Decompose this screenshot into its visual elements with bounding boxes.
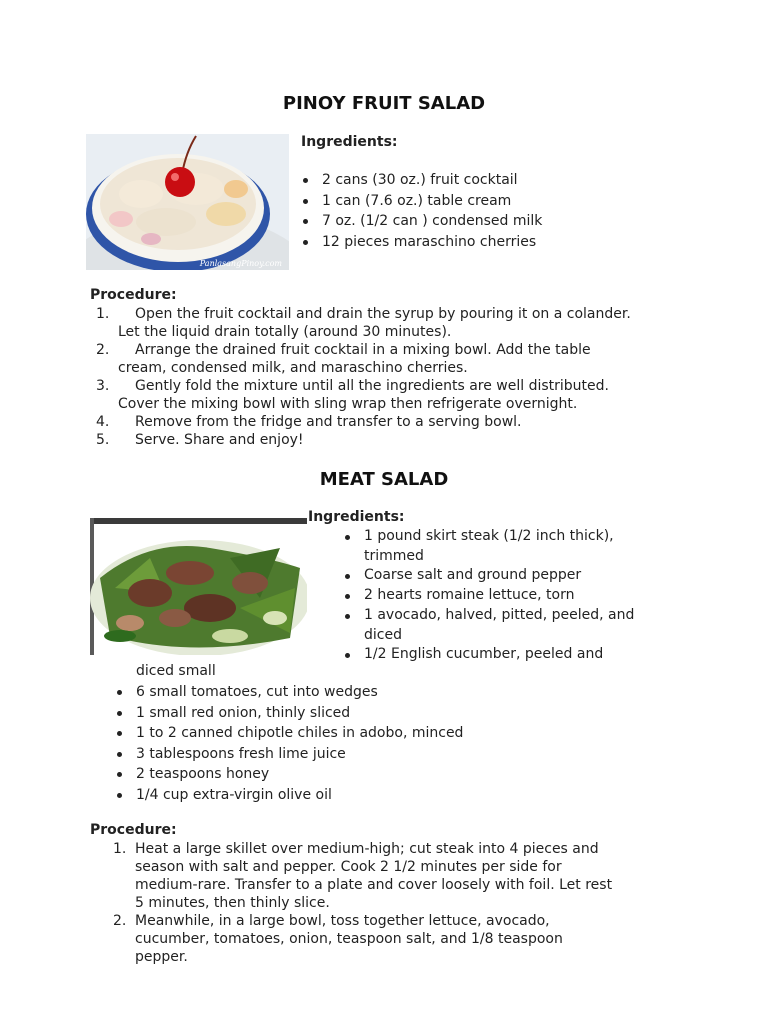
procedure-step: 1. Heat a large skillet over medium-high; cut steak into 4 pieces and season with salt and pepper. Cook 2 1/2 minutes per side for medium-rare. Transfer to a plate and cover loosely with foil. Let rest 5 minutes, then thinly slice.: [113, 841, 613, 911]
list-item: 1 small red onion, thinly sliced: [114, 703, 463, 724]
list-item: 1 avocado, halved, pitted, peeled, and diced: [342, 606, 634, 645]
fruit-salad-procedure: [96, 305, 696, 449]
fruit-salad-photo: [86, 134, 289, 270]
procedure-step: 4. Remove from the fridge and transfer to a serving bowl.: [96, 414, 522, 430]
procedure-step: 2. Arrange the drained fruit cocktail in a mixing bowl. Add the table cream, condensed milk, and maraschino cherries.: [96, 342, 591, 376]
list-item: 1 can (7.6 oz.) table cream: [300, 191, 542, 212]
list-item: 2 cans (30 oz.) fruit cocktail: [300, 170, 542, 191]
list-item: Coarse salt and ground pepper: [342, 566, 634, 586]
photo-watermark: PanlasangPinoy.com: [199, 259, 282, 268]
procedure-step: 5. Serve. Share and enjoy!: [96, 432, 304, 448]
list-item: 6 small tomatoes, cut into wedges: [114, 682, 463, 703]
ingredient-continuation: diced small: [136, 663, 216, 679]
fruit-salad-ingredients: [300, 170, 542, 252]
meat-salad-ingredients-b: [114, 682, 463, 805]
list-item: 1 pound skirt steak (1/2 inch thick), trimmed: [342, 527, 634, 566]
procedure-step: 1. Open the fruit cocktail and drain the syrup by pouring it on a colander. Let the liquid drain totally (around 30 minutes).: [96, 306, 631, 340]
list-item: 3 tablespoons fresh lime juice: [114, 744, 463, 765]
list-item: 1/4 cup extra-virgin olive oil: [114, 785, 463, 806]
meat-salad-photo: [90, 518, 307, 655]
list-item: 1 to 2 canned chipotle chiles in adobo, minced: [114, 723, 463, 744]
procedure-label: Procedure:: [90, 822, 177, 838]
list-item: 12 pieces maraschino cherries: [300, 232, 542, 253]
ingredients-label: Ingredients:: [308, 509, 405, 525]
list-item: 2 teaspoons honey: [114, 764, 463, 785]
meat-salad-procedure: [113, 840, 713, 966]
procedure-step: 2. Meanwhile, in a large bowl, toss together lettuce, avocado, cucumber, tomatoes, onion, teaspoon salt, and 1/8 teaspoon pepper.: [113, 913, 563, 965]
list-item: 7 oz. (1/2 can ) condensed milk: [300, 211, 542, 232]
procedure-label: Procedure:: [90, 287, 177, 303]
list-item: 1/2 English cucumber, peeled and: [342, 645, 634, 665]
list-item: 2 hearts romaine lettuce, torn: [342, 586, 634, 606]
recipe-title-meat-salad: MEAT SALAD: [319, 469, 449, 490]
ingredients-label: Ingredients:: [301, 134, 398, 150]
recipe-title-fruit-salad: PINOY FRUIT SALAD: [282, 93, 486, 114]
meat-salad-ingredients-a: [342, 527, 634, 665]
procedure-step: 3. Gently fold the mixture until all the ingredients are well distributed. Cover the mixing bowl with sling wrap then refrigerate overnight.: [96, 378, 609, 412]
